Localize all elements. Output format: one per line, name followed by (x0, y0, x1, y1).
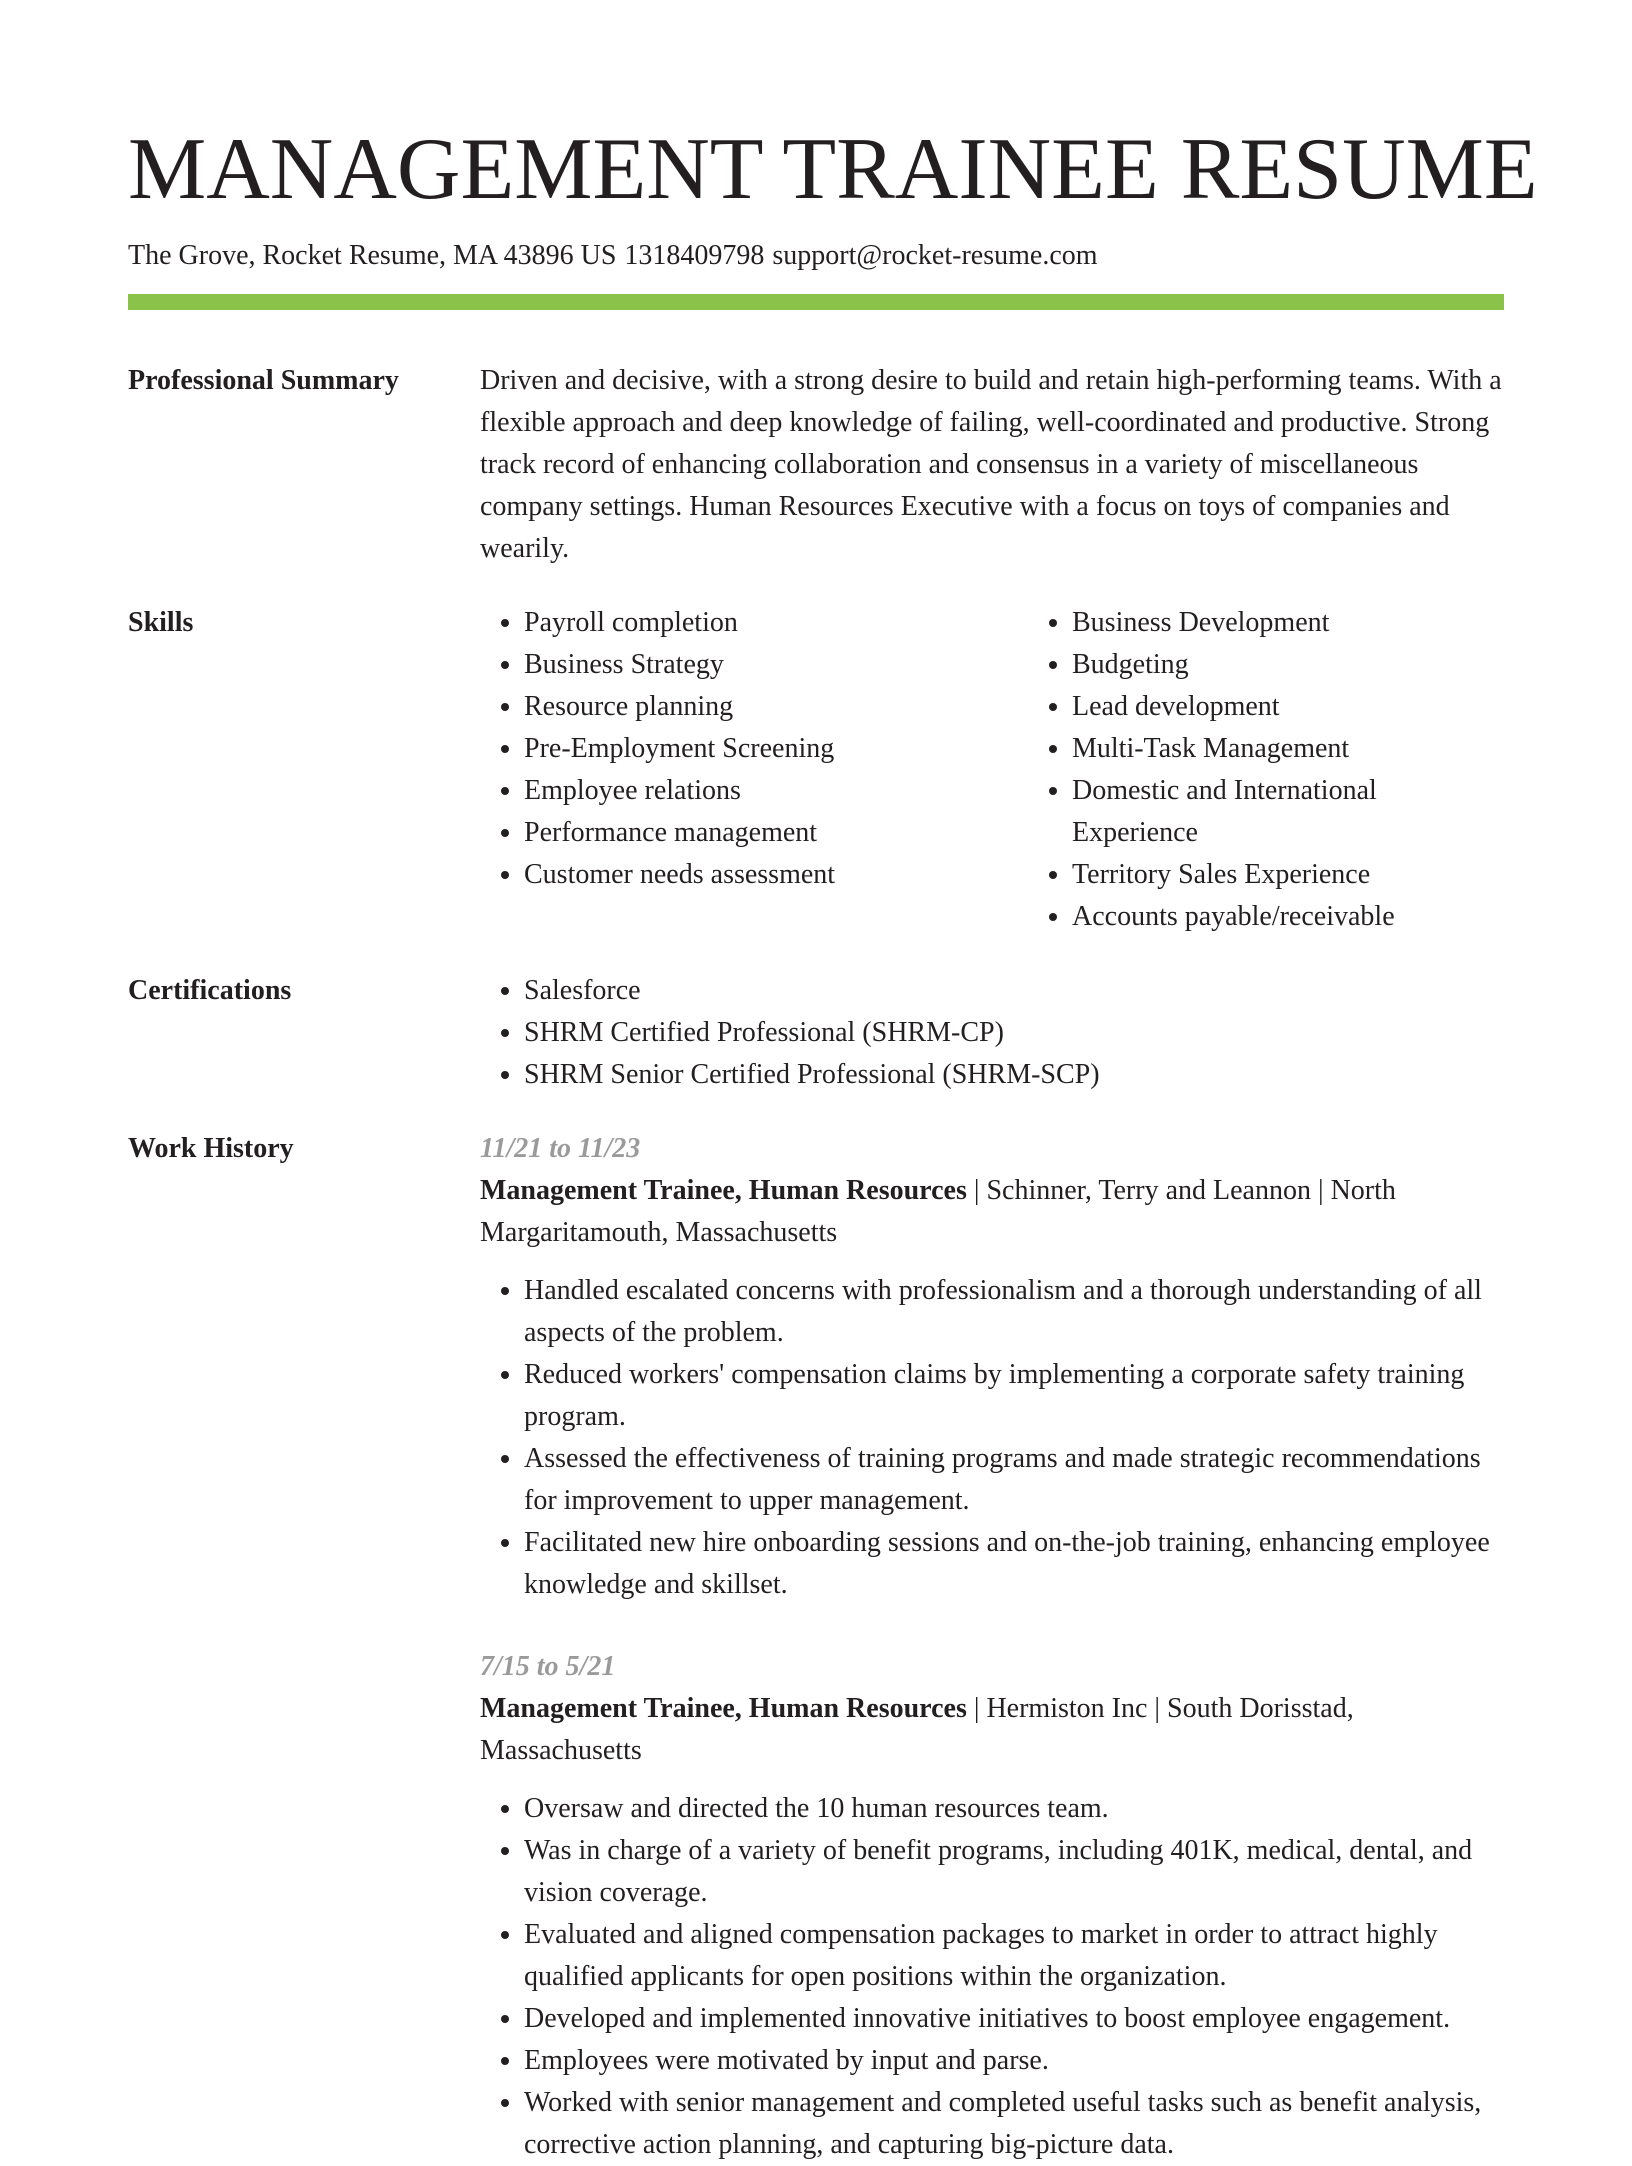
skills-columns (480, 602, 1504, 938)
summary-label: Professional Summary (128, 365, 399, 396)
certification-item: • SHRM Certified Professional (SHRM-CP) (524, 1012, 1504, 1054)
skill-item: • Resource planning (524, 686, 1028, 728)
job-details: | Schinner, Terry and Leannon | North Margaritamouth, Massachusetts (480, 1175, 1396, 1248)
skill-item: • Domestic and International Experience (1072, 770, 1504, 854)
skills-label: Skills (128, 607, 194, 638)
skill-item: • Payroll completion (524, 602, 1028, 644)
skill-item: • Business Development (1072, 602, 1504, 644)
job-heading (480, 1688, 1504, 1772)
job-details: | Hermiston Inc | South Dorisstad, Massachusetts (480, 1693, 1354, 1766)
skill-item: • Customer needs assessment (524, 854, 1028, 896)
certifications-list (480, 970, 1504, 1096)
job-heading (480, 1170, 1504, 1254)
job-dates: 7/15 to 5/21 (480, 1651, 616, 1682)
contact-address: The Grove, Rocket Resume, MA 43896 US (128, 240, 617, 271)
job-bullet: • Oversaw and directed the 10 human resources team. (524, 1788, 1504, 1830)
work-history-body (480, 1128, 1504, 2166)
job-bullet: • Worked with senior management and completed useful tasks such as benefit analysis, corrective action planning, and capturing big-picture data. (524, 2082, 1504, 2166)
skills-list-left (480, 602, 1028, 938)
skills-list-right (1028, 602, 1504, 938)
job-bullet: • Employees were motivated by input and parse. (524, 2040, 1504, 2082)
job-bullet: • Developed and implemented innovative initiatives to boost employee engagement. (524, 1998, 1504, 2040)
skill-item: • Territory Sales Experience (1072, 854, 1504, 896)
skill-item: • Performance management (524, 812, 1028, 854)
skill-item: • Lead development (1072, 686, 1504, 728)
certifications-body (480, 970, 1504, 1096)
summary-text: Driven and decisive, with a strong desire to build and retain high-performing teams. With a flexible approach and deep knowledge of failing, well-coordinated and productive. Strong track record of enhancing collaboration and consensus in a variety of miscellaneous company settings. Human Resources Executive with a focus on toys of companies and wearily. (480, 365, 1502, 564)
job-bullets (480, 1270, 1504, 1606)
summary-section (128, 360, 1504, 570)
header-divider (128, 294, 1504, 310)
contact-line (128, 238, 1504, 274)
job-entry (480, 1646, 1504, 2166)
job-role: Management Trainee, Human Resources (480, 1693, 967, 1724)
certification-item: • SHRM Senior Certified Professional (SHRM-SCP) (524, 1054, 1504, 1096)
resume-title: MANAGEMENT TRAINEE RESUME (128, 121, 1538, 218)
job-bullet: • Reduced workers' compensation claims by implementing a corporate safety training program. (524, 1354, 1504, 1438)
work-history-label: Work History (128, 1133, 294, 1164)
skill-item: • Accounts payable/receivable (1072, 896, 1504, 938)
job-entry (480, 1128, 1504, 1606)
job-bullet: • Assessed the effectiveness of training programs and made strategic recommendations for improvement to upper management. (524, 1438, 1504, 1522)
job-bullets (480, 1788, 1504, 2166)
certifications-label: Certifications (128, 975, 292, 1006)
certifications-section (128, 970, 1504, 1096)
skill-item: • Business Strategy (524, 644, 1028, 686)
job-bullet: • Facilitated new hire onboarding sessions and on-the-job training, enhancing employee knowledge and skillset. (524, 1522, 1504, 1606)
skill-item: • Employee relations (524, 770, 1028, 812)
contact-email: support@rocket-resume.com (772, 240, 1098, 271)
skill-item: • Multi-Task Management (1072, 728, 1504, 770)
work-history-section (128, 1128, 1504, 2166)
job-role: Management Trainee, Human Resources (480, 1175, 967, 1206)
skill-item: • Budgeting (1072, 644, 1504, 686)
job-dates: 11/21 to 11/23 (480, 1133, 641, 1164)
job-bullet: • Handled escalated concerns with professionalism and a thorough understanding of all aspects of the problem. (524, 1270, 1504, 1354)
skills-section (128, 602, 1504, 938)
job-bullet: • Evaluated and aligned compensation packages to market in order to attract highly qualified applicants for open positions within the organization. (524, 1914, 1504, 1998)
contact-phone: 1318409798 (624, 240, 765, 271)
certification-item: • Salesforce (524, 970, 1504, 1012)
job-bullet: • Was in charge of a variety of benefit programs, including 401K, medical, dental, and vision coverage. (524, 1830, 1504, 1914)
skill-item: • Pre-Employment Screening (524, 728, 1028, 770)
resume-page (128, 0, 1538, 2166)
